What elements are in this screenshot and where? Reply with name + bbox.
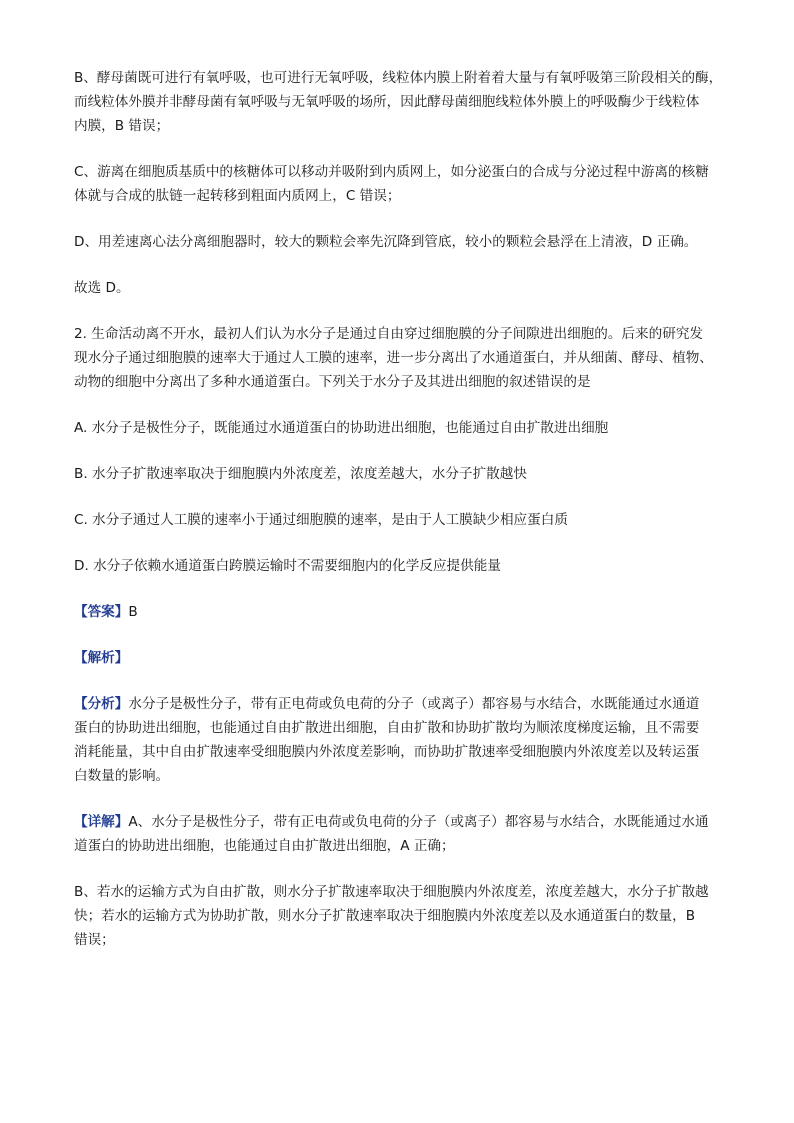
text-line: 体就与合成的肽链一起转移到粗面内质网上，C 错误； [74, 188, 401, 204]
text-line: 道蛋白的协助进出细胞，也能通过自由扩散进出细胞，A 正确； [74, 838, 455, 854]
fenxi-tag: 【分析】 [74, 696, 129, 712]
text-line: 动物的细胞中分离出了多种水通道蛋白。下列关于水分子及其进出细胞的叙述错误的是 [74, 374, 591, 390]
text-line: 内膜，B 错误； [74, 118, 170, 134]
text-line: 【详解】A、水分子是极性分子，带有正电荷或负电荷的分子（或离子）都容易与水结合，水既能通过水通 [74, 814, 709, 830]
option-b: B. 水分子扩散速率取决于细胞膜内外浓度差，浓度差越大，水分子扩散越快 [74, 466, 527, 482]
answer-value: B [128, 604, 138, 620]
document-page [74, 66, 734, 952]
question-stem [74, 322, 734, 394]
text-line: 快；若水的运输方式为协助扩散，则水分子扩散速率取决于细胞膜内外浓度差以及水通道蛋白的数量，B [74, 908, 696, 924]
option-c: C. 水分子通过人工膜的速率小于通过细胞膜的速率，是由于人工膜缺少相应蛋白质 [74, 512, 568, 528]
option-d-analysis [74, 230, 734, 254]
option-a: A. 水分子是极性分子，既能通过水通道蛋白的协助进出细胞，也能通过自由扩散进出细胞 [74, 420, 609, 436]
text-line: 而线粒体外膜并非酵母菌有氧呼吸与无氧呼吸的场所，因此酵母菌细胞线粒体外膜上的呼吸酶少于线粒体 [74, 94, 700, 110]
text-line: 白数量的影响。 [74, 768, 170, 784]
text-line: 蛋白的协助进出细胞，也能通过自由扩散进出细胞，自由扩散和协助扩散均为顺浓度梯度运输，且不需要 [74, 720, 700, 736]
text-line: B、若水的运输方式为自由扩散，则水分子扩散速率取决于细胞膜内外浓度差，浓度差越大，水分子扩散越 [74, 884, 709, 900]
text-line: B、酵母菌既可进行有氧呼吸，也可进行无氧呼吸，线粒体内膜上附着着大量与有氧呼吸第三阶段相关的酶， [74, 70, 723, 86]
answer-tag: 【答案】 [74, 604, 129, 620]
fenxi-block [74, 692, 734, 788]
answer-line [74, 600, 734, 624]
option-c-analysis [74, 160, 734, 208]
text-line: 现水分子通过细胞膜的速率大于通过人工膜的速率，进一步分离出了水通道蛋白，并从细菌、酵母、植物、 [74, 350, 713, 366]
option-b-analysis [74, 66, 734, 138]
text-line: 2. 生命活动离不开水，最初人们认为水分子是通过自由穿过细胞膜的分子间隙进出细胞的。后来的研究发 [74, 326, 704, 342]
text-line: 消耗能量，其中自由扩散速率受细胞膜内外浓度差影响，而协助扩散速率受细胞膜内外浓度差以及转运蛋 [74, 744, 700, 760]
choose-conclusion: 故选 D。 [74, 280, 130, 296]
explain-tag: 【解析】 [74, 650, 129, 666]
text-line: 【分析】水分子是极性分子，带有正电荷或负电荷的分子（或离子）都容易与水结合，水既能通过水通道 [74, 696, 700, 712]
explain-heading [74, 646, 734, 670]
xiangjie-block [74, 810, 734, 858]
text-line: C、游离在细胞质基质中的核糖体可以移动并吸附到内质网上，如分泌蛋白的合成与分泌过程中游离的核糖 [74, 164, 709, 180]
text-line: 错误； [74, 932, 115, 948]
xiangjie-b-block [74, 880, 734, 952]
xiangjie-tag: 【详解】 [74, 814, 129, 830]
text-line: D、用差速离心法分离细胞器时，较大的颗粒会率先沉降到管底，较小的颗粒会悬浮在上清液，D 正确。 [74, 234, 698, 250]
option-d: D. 水分子依赖水通道蛋白跨膜运输时不需要细胞内的化学反应提供能量 [74, 558, 501, 574]
